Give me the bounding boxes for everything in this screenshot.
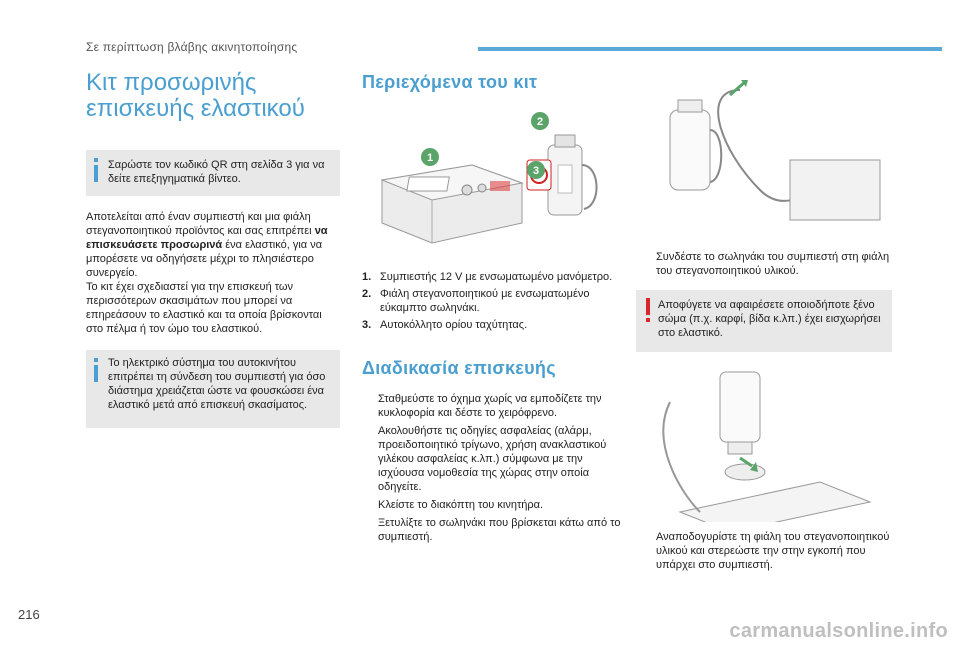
callout-2 bbox=[531, 112, 549, 130]
connect-hose-illustration bbox=[640, 70, 890, 240]
svg-text:3: 3 bbox=[532, 165, 540, 177]
invert-bottle-illustration bbox=[640, 362, 890, 522]
kit-contents-heading: Περιεχόμενα του κιτ bbox=[362, 72, 538, 92]
kit-illustration bbox=[362, 105, 622, 255]
list-item: Κλείστε το διακόπτη του κινητήρα. bbox=[378, 499, 544, 511]
intro-paragraph bbox=[86, 210, 340, 336]
intro-text-end: ένα ελαστικό, για να μπορέσετε να οδηγήσετε μέχρι το πλησιέστερο συνεργείο. bbox=[86, 239, 323, 279]
page-number: 216 bbox=[18, 607, 40, 622]
warning-text: Αποφύγετε να αφαιρέσετε οποιοδήποτε ξένο σώμα (π.χ. καρφί, βίδα κ.λπ.) έχει εισχωρήσει στο ελαστικό. bbox=[658, 299, 881, 339]
electrical-note-text: Το ηλεκτρικό σύστημα του αυτοκινήτου επιτρέπει τη σύνδεση του συμπιεστή για όσο διάστημα χρειάζεται ώστε να φουσκώσει ένα ελαστικό μετά από επισκευή σκασίματος. bbox=[108, 357, 326, 411]
callout-3 bbox=[527, 161, 545, 179]
intro-bold: να επισκευάσετε προσωρινά bbox=[86, 225, 328, 251]
invert-step bbox=[640, 530, 890, 576]
warning-icon bbox=[644, 298, 652, 322]
svg-text:2: 2 bbox=[536, 116, 544, 128]
page-title: Κιτ προσωρινής επισκευής ελαστικού bbox=[86, 69, 305, 122]
connect-step bbox=[640, 250, 890, 282]
list-item: 3. Αυτοκόλλητο ορίου ταχύτητας. bbox=[362, 319, 528, 331]
info-icon bbox=[92, 358, 100, 382]
list-item: 2. Φιάλη στεγανοποιητικού με ενσωματωμένο εύκαμπτο σωληνάκι. bbox=[362, 288, 590, 314]
repair-heading: Διαδικασία επισκευής bbox=[362, 358, 556, 378]
intro-text-2: Το κιτ έχει σχεδιαστεί για την επισκευή των περισσότερων σκασιμάτων που μπορεί να επηρεάσουν το ελαστικό και τα οποία βρίσκονται στο πέλμα ή τον ώμο του ελαστικού. bbox=[86, 281, 322, 335]
sealant-bottle-image bbox=[548, 135, 597, 215]
header-rule bbox=[478, 47, 942, 51]
svg-text:1: 1 bbox=[426, 152, 434, 164]
qr-note-text: Σαρώστε τον κωδικό QR στη σελίδα 3 για να δείτε επεξηγηματικά βίντεο. bbox=[108, 159, 325, 185]
watermark: carmanualsonline.info bbox=[729, 620, 948, 642]
warning-box bbox=[636, 290, 892, 352]
repair-steps-list bbox=[362, 392, 622, 548]
electrical-note-box bbox=[86, 350, 340, 428]
list-item: Ξετυλίξτε το σωληνάκι που βρίσκεται κάτω από το συμπιεστή. bbox=[378, 517, 621, 543]
list-item: Συνδέστε το σωληνάκι του συμπιεστή στη φιάλη του στεγανοποιητικού υλικού. bbox=[656, 251, 890, 277]
list-item: Ακολουθήστε τις οδηγίες ασφαλείας (αλάρμ, προειδοποιητικό τρίγωνο, χρήση ανακλαστικού γιλέκου ασφαλείας κ.λπ.) σύμφωνα με την ισχύουσα νομοθεσία της χώρας στην οποία οδηγείτε. bbox=[378, 425, 607, 493]
list-item: Σταθμεύστε το όχημα χωρίς να εμποδίζετε την κυκλοφορία και δέστε το χειρόφρενο. bbox=[378, 393, 602, 419]
list-item: Αναποδογυρίστε τη φιάλη του στεγανοποιητικού υλικού και στερεώστε την στην εγκοπή που υπάρχει στο συμπιεστή. bbox=[656, 531, 890, 571]
info-icon bbox=[92, 158, 100, 182]
kit-contents-list bbox=[362, 270, 622, 335]
list-item: 1. Συμπιεστής 12 V με ενσωματωμένο μανόμετρο. bbox=[362, 271, 613, 283]
callout-1 bbox=[421, 148, 439, 166]
qr-note-box bbox=[86, 150, 340, 196]
compressor-image bbox=[382, 165, 522, 243]
section-header: Σε περίπτωση βλάβης ακινητοποίησης bbox=[86, 40, 298, 54]
intro-text: Αποτελείται από έναν συμπιεστή και μια φιάλη στεγανοποιητικού προϊόντος και σας επιτρέπει bbox=[86, 211, 315, 237]
